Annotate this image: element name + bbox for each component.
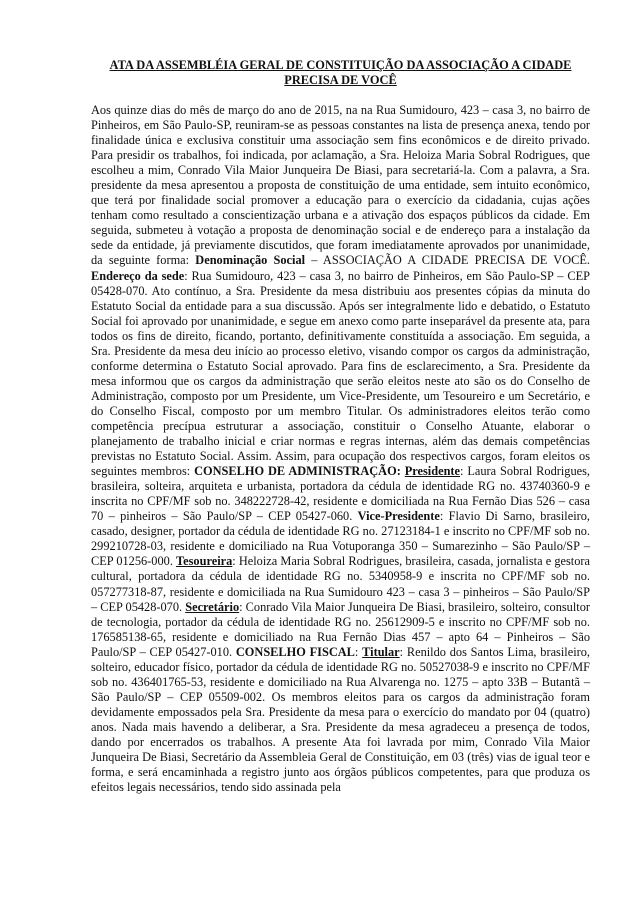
conselho-fiscal-label: CONSELHO FISCAL <box>235 644 355 659</box>
document-title: ATA DA ASSEMBLÉIA GERAL DE CONSTITUIÇÃO DA ASSOCIAÇÃO A CIDADE PRECISA DE VOCÊ <box>109 58 572 87</box>
titular-label: Titular <box>362 644 400 659</box>
endereco-text: : Rua Sumidouro, 423 – casa 3, no bairro de Pinheiros, em São Paulo-SP – CEP 05428-070. Ato contínuo, a Sra. Presidente da mesa distribuiu aos presentes cópias da minuta do Estatuto Social da entidade para a sua discussão. Após ser integralmente lido e debatido, o Estatuto Social foi aprovado por unanimidade, e segue em anexo como parte inseparável da presente ata, para todos os fins de direito, ficando, portanto, definitivamente constituída a associação. Em seguida, a Sra. Presidente da mesa deu início ao processo eletivo, visando compor os cargos da administração, conforme determina o Estatuto Social aprovado. Para fins de esclarecimento, a Sra. Presidente da mesa informou que os cargos da administração que serão eleitos neste ato são os do Conselho de Administração, composto por um Presidente, um Vice-Presidente, um Tesoureiro e um Secretário, e do Conselho Fiscal, composto por um membro Titular. Os administradores eleitos terão como competência precípua estruturar a associação, constituir o Conselho Atuante, elaborar o planejamento de trabalho inicial e criar normas e regras internas, além das demais competências previstas no Estatuto Social. Assim. Assim, para ocupação dos respectivos cargos, foram eleitos os seguintes membros: <box>91 268 590 479</box>
vice-presidente-label: Vice-Presidente <box>357 509 440 524</box>
tesoureira-text: : Heloiza Maria Sobral Rodrigues, brasileira, casada, jornalista e gestora cultural, portadora da cédula de identidade RG no. 5340958-9 e inscrita no CPF/MF sob no. 057277318-87, residente e domiciliada na Rua Sumidouro 423 – casa 3 – pinheiros – São Paulo/SP – CEP 05428-070. <box>91 554 590 614</box>
denominacao-text: – ASSOCIAÇÃO A CIDADE PRECISA DE VOCÊ. <box>305 253 590 268</box>
tesoureira-label: Tesoureira <box>176 554 233 569</box>
presidente-label: Presidente <box>404 464 461 479</box>
document-body: Aos quinze dias do mês de março do ano de 2015, na na Rua Sumidouro, 423 – casa 3, no bairro de Pinheiros, em São Paulo-SP, reuniram-se as pessoas constantes na lista de presença anexa, tendo por finalidade única e exclusiva constituir uma associação sem fins econômicos e de direito privado. Para presidir os trabalhos, foi indicada, por aclamação, a Sra. Heloiza Maria Sobral Rodrigues, que escolheu a mim, Conrado Vila Maior Junqueira De Biasi, para secretariá-la. Com a palavra, a Sra. presidente da mesa apresentou a proposta de constituição de uma entidade, sem intuito econômico, que terá por finalidade social promover a educação para o exercício da cidadania, cujas ações tenham como resultado a conscientização urbana e a ativação dos espaços públicos da cidade. Em seguida, submeteu à votação a proposta de denominação social e de endereço para a instalação da sede da entidade, já previamente discutidos, que foram imediatamente aprovados por unanimidade, da seguinte forma: Denominação Social – ASSOCIAÇÃO A CIDADE PRECISA DE VOCÊ. Endereço da sede: Rua Sumidouro, 423 – casa 3, no bairro de Pinheiros, em São Paulo-SP – CEP 05428-070. Ato contínuo, a Sra. Presidente da mesa distribuiu aos presentes cópias da minuta do Estatuto Social da entidade para a sua discussão. Após ser integralmente lido e debatido, o Estatuto Social foi aprovado por unanimidade, e segue em anexo como parte inseparável da presente ata, para todos os fins de direito, ficando, portanto, definitivamente constituída a associação. Em seguida, a Sra. Presidente da mesa deu início ao processo eletivo, visando compor os cargos da administração, conforme determina o Estatuto Social aprovado. Para fins de esclarecimento, a Sra. Presidente da mesa informou que os cargos da administração que serão eleitos neste ato são os do Conselho de Administração, composto por um Presidente, um Vice-Presidente, um Tesoureiro e um Secretário, e do Conselho Fiscal, composto por um membro Titular. Os administradores eleitos terão como competência precípua estruturar a associação, constituir o Conselho Atuante, elaborar o planejamento de trabalho inicial e criar normas e regras internas, além das demais competências previstas no Estatuto Social. Assim. Assim, para ocupação dos respectivos cargos, foram eleitos os seguintes membros: CONSELHO DE ADMINISTRAÇÃO: Presidente: Laura Sobral Rodrigues, brasileira, solteira, arquiteta e urbanista, portadora da cédula de identidade RG no. 43740360-9 e inscrita no CPF/MF sob no. 348222728-42, residente e domiciliada na Rua Fernão Dias 526 – casa 70 – pinheiros – São Paulo/SP – CEP 05427-060. Vice-Presidente: Flavio Di Sarno, brasileiro, casado, designer, portador da cédula de identidade RG no. 27123184-1 e inscrito no CPF/MF sob no. 299210728-03, residente e domiciliado na Rua Votuporanga 350 – Sumarezinho – São Paulo/SP – CEP 01256-000. Tesoureira: Heloiza Maria Sobral Rodrigues, brasileira, casada, jornalista e gestora cultural, portadora da cédula de identidade RG no. 5340958-9 e inscrita no CPF/MF sob no. 057277318-87, residente e domiciliada na Rua Sumidouro 423 – casa 3 – pinheiros – São Paulo/SP – CEP 05428-070. Secretário: Conrado Vila Maior Junqueira De Biasi, brasileiro, solteiro, consultor de tecnologia, portador da cédula de identidade RG no. 25612909-5 e inscrito no CPF/MF sob no. 176585138-65, residente e domiciliado na Rua Fernão Dias 457 – apto 64 – Pinheiros – São Paulo/SP – CEP 05427-010. CONSELHO FISCAL: Titular: Renildo dos Santos Lima, brasileiro, solteiro, educador físico, portador da cédula de identidade RG no. 50527038-9 e inscrito no CPF/MF sob no. 436401765-53, residente e domiciliado na Rua Alvarenga no. 1275 – apto 33B – Butantã – São Paulo/SP – CEP 05509-002. Os membros eleitos para os cargos da administração foram devidamente empossados pela Sra. Presidente da mesa para o exercício do mandato por 04 (quatro) anos. Nada mais havendo a deliberar, a Sra. Presidente da mesa agradeceu a presença de todos, dando por encerrados os trabalhos. A presente Ata foi lavrada por mim, Conrado Vila Maior Junqueira De Biasi, Secretário da Assembleia Geral de Constituição, em 03 (três) vias de igual teor e forma, e será encaminhada a registro junto aos órgãos públicos competentes, para que produza os efeitos legais necessários, tendo sido assinada pela <box>91 103 590 795</box>
secretario-label: Secretário <box>185 599 240 614</box>
vice-presidente-text: : Flavio Di Sarno, brasileiro, casado, designer, portador da cédula de identidade RG no. 27123184-1 e inscrito no CPF/MF sob no. 299210728-03, residente e domiciliado na Rua Votuporanga 350 – Sumarezinho – São Paulo/SP – CEP 01256-000. <box>91 509 590 569</box>
endereco-label: Endereço da sede <box>91 268 185 283</box>
denominacao-label: Denominação Social <box>195 253 306 268</box>
conselho-adm-label: CONSELHO DE ADMINISTRAÇÃO: <box>194 464 401 479</box>
titular-text: : Renildo dos Santos Lima, brasileiro, solteiro, educador físico, portador da cédula de identidade RG no. 50527038-9 e inscrito no CPF/MF sob no. 436401765-53, residente e domiciliado na Rua Alvarenga no. 1275 – apto 33B – Butantã – São Paulo/SP – CEP 05509-002. Os membros eleitos para os cargos da administração foram devidamente empossados pela Sra. Presidente da mesa para o exercício do mandato por 04 (quatro) anos. Nada mais havendo a deliberar, a Sra. Presidente da mesa agradeceu a presença de todos, dando por encerrados os trabalhos. A presente Ata foi lavrada por mim, Conrado Vila Maior Junqueira De Biasi, Secretário da Assembleia Geral de Constituição, em 03 (três) vias de igual teor e forma, e será encaminhada a registro junto aos órgãos públicos competentes, para que produza os efeitos legais necessários, tendo sido assinada pela <box>91 644 590 795</box>
secretario-text: : Conrado Vila Maior Junqueira De Biasi, brasileiro, solteiro, consultor de tecnologia, portador da cédula de identidade RG no. 25612909-5 e inscrito no CPF/MF sob no. 176585138-65, residente e domiciliado na Rua Fernão Dias 457 – apto 64 – Pinheiros – São Paulo/SP – CEP 05427-010. <box>91 599 590 659</box>
intro-text: Aos quinze dias do mês de março do ano de 2015, na na Rua Sumidouro, 423 – casa 3, no bairro de Pinheiros, em São Paulo-SP, reuniram-se as pessoas constantes na lista de presença anexa, tendo por finalidade única e exclusiva constituir uma associação sem fins econômicos e de direito privado. Para presidir os trabalhos, foi indicada, por aclamação, a Sra. Heloiza Maria Sobral Rodrigues, que escolheu a mim, Conrado Vila Maior Junqueira De Biasi, para secretariá-la. Com a palavra, a Sra. presidente da mesa apresentou a proposta de constituição de uma entidade, sem intuito econômico, que terá por finalidade social promover a educação para o exercício da cidadania, cujas ações tenham como resultado a conscientização urbana e a ativação dos espaços públicos da cidade. Em seguida, submeteu à votação a proposta de denominação social e de endereço para a instalação da sede da entidade, já previamente discutidos, que foram imediatamente aprovados por unanimidade, da seguinte forma: <box>91 103 590 268</box>
presidente-text: : Laura Sobral Rodrigues, brasileira, solteira, arquiteta e urbanista, portadora da cédula de identidade RG no. 43740360-9 e inscrita no CPF/MF sob no. 348222728-42, residente e domiciliada na Rua Fernão Dias 526 – casa 70 – pinheiros – São Paulo/SP – CEP 05427-060. <box>91 464 590 524</box>
